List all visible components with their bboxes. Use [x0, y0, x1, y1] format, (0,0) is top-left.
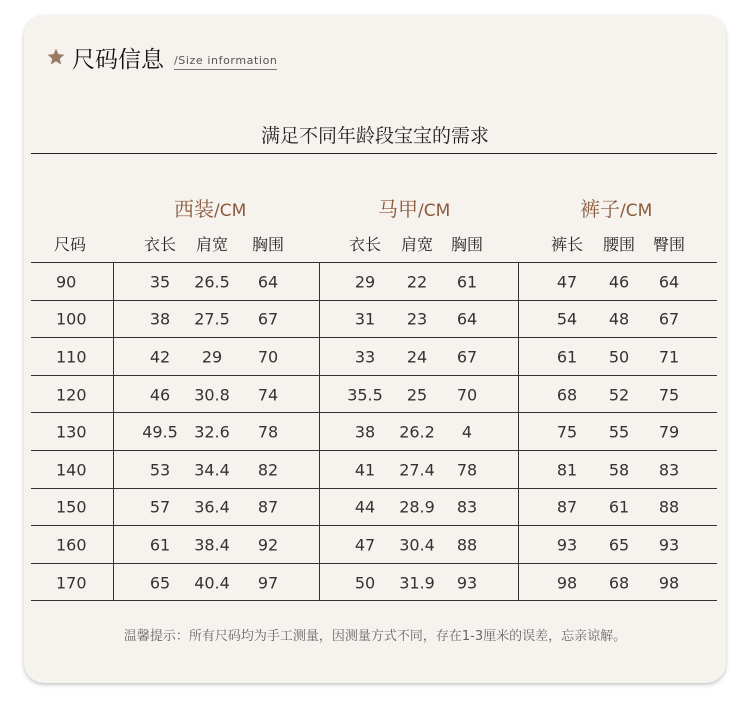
measurement-cell: 29 [201, 347, 223, 367]
measurement-cell: 64 [456, 309, 478, 329]
size-cell: 140 [56, 460, 87, 480]
group-title-1 [378, 193, 450, 222]
size-cell: 110 [56, 347, 87, 367]
measurement-cell: 26.2 [399, 422, 435, 442]
measurement-cell: 22 [406, 272, 428, 292]
group-name: 西装 [174, 197, 214, 221]
column-header: 臀围 [652, 235, 686, 254]
measurement-cell: 36.4 [194, 497, 230, 517]
row-divider [31, 563, 717, 564]
column-divider [319, 262, 320, 600]
column-divider [518, 262, 519, 600]
measurement-cell: 75 [658, 385, 680, 405]
measurement-cell: 65 [149, 573, 171, 593]
measurement-cell: 67 [456, 347, 478, 367]
measurement-cell: 31 [354, 309, 376, 329]
measurement-cell: 78 [456, 460, 478, 480]
measurement-cell: 47 [556, 272, 578, 292]
size-info-card [24, 15, 726, 683]
measurement-cell: 64 [658, 272, 680, 292]
measurement-cell: 4 [461, 422, 473, 442]
measurement-cell: 27.4 [399, 460, 435, 480]
column-divider [113, 262, 114, 600]
measurement-cell: 50 [608, 347, 630, 367]
measurement-cell: 65 [608, 535, 630, 555]
measurement-cell: 70 [456, 385, 478, 405]
measurement-cell: 67 [658, 309, 680, 329]
measurement-cell: 31.9 [399, 573, 435, 593]
measurement-cell: 34.4 [194, 460, 230, 480]
column-header: 裤长 [550, 235, 584, 254]
measurement-cell: 47 [354, 535, 376, 555]
measurement-cell: 61 [456, 272, 478, 292]
measurement-cell: 23 [406, 309, 428, 329]
row-divider [31, 525, 717, 526]
measurement-cell: 93 [556, 535, 578, 555]
measurement-cell: 40.4 [194, 573, 230, 593]
measurement-cell: 75 [556, 422, 578, 442]
row-divider [31, 488, 717, 489]
measurement-cell: 27.5 [194, 309, 230, 329]
column-header: 衣长 [348, 235, 382, 254]
measurement-cell: 38 [149, 309, 171, 329]
measurement-cell: 98 [556, 573, 578, 593]
group-name: 马甲 [378, 197, 418, 221]
column-header: 肩宽 [195, 235, 229, 254]
size-cell: 170 [56, 573, 87, 593]
size-cell: 90 [56, 272, 77, 292]
measurement-cell: 61 [149, 535, 171, 555]
measurement-cell: 35.5 [347, 385, 383, 405]
measurement-cell: 29 [354, 272, 376, 292]
section-subtitle-en: /Size information [174, 54, 277, 70]
measurement-cell: 32.6 [194, 422, 230, 442]
measurement-cell: 50 [354, 573, 376, 593]
size-cell: 150 [56, 497, 87, 517]
measurement-cell: 68 [608, 573, 630, 593]
measurement-cell: 83 [658, 460, 680, 480]
measurement-cell: 64 [257, 272, 279, 292]
column-header: 胸围 [251, 235, 285, 254]
star-icon [46, 47, 66, 67]
measurement-cell: 88 [658, 497, 680, 517]
measurement-cell: 35 [149, 272, 171, 292]
measurement-cell: 68 [556, 385, 578, 405]
group-unit: /CM [620, 201, 653, 221]
group-title-0 [174, 193, 246, 222]
measurement-cell: 49.5 [142, 422, 178, 442]
row-divider [31, 375, 717, 376]
measurement-cell: 83 [456, 497, 478, 517]
measurement-cell: 74 [257, 385, 279, 405]
row-divider [31, 262, 717, 263]
row-divider [31, 300, 717, 301]
measurement-cell: 57 [149, 497, 171, 517]
measurement-cell: 92 [257, 535, 279, 555]
measurement-cell: 67 [257, 309, 279, 329]
group-unit: /CM [214, 201, 247, 221]
measurement-cell: 93 [658, 535, 680, 555]
measurement-cell: 58 [608, 460, 630, 480]
measurement-cell: 44 [354, 497, 376, 517]
column-header: 腰围 [602, 235, 636, 254]
measurement-cell: 55 [608, 422, 630, 442]
measurement-cell: 42 [149, 347, 171, 367]
size-cell: 100 [56, 309, 87, 329]
measurement-cell: 71 [658, 347, 680, 367]
size-cell: 120 [56, 385, 87, 405]
measurement-cell: 46 [608, 272, 630, 292]
measurement-cell: 97 [257, 573, 279, 593]
row-divider [31, 450, 717, 451]
measurement-cell: 98 [658, 573, 680, 593]
measurement-cell: 70 [257, 347, 279, 367]
measurement-cell: 81 [556, 460, 578, 480]
measurement-cell: 61 [608, 497, 630, 517]
table-caption: 满足不同年龄段宝宝的需求 [260, 125, 489, 147]
measurement-cell: 87 [257, 497, 279, 517]
size-column-header: 尺码 [54, 235, 87, 254]
measurement-cell: 28.9 [399, 497, 435, 517]
row-divider [31, 337, 717, 338]
section-header [46, 37, 277, 77]
measurement-cell: 38 [354, 422, 376, 442]
measurement-cell: 54 [556, 309, 578, 329]
measurement-cell: 87 [556, 497, 578, 517]
measurement-cell: 24 [406, 347, 428, 367]
caption-divider [31, 153, 717, 154]
measurement-cell: 48 [608, 309, 630, 329]
size-cell: 130 [56, 422, 87, 442]
measurement-cell: 53 [149, 460, 171, 480]
measurement-cell: 93 [456, 573, 478, 593]
size-cell: 160 [56, 535, 87, 555]
measurement-cell: 78 [257, 422, 279, 442]
measurement-cell: 25 [406, 385, 428, 405]
group-unit: /CM [418, 201, 451, 221]
measurement-cell: 79 [658, 422, 680, 442]
measurement-cell: 82 [257, 460, 279, 480]
measurement-cell: 30.8 [194, 385, 230, 405]
row-divider [31, 600, 717, 601]
measurement-cell: 26.5 [194, 272, 230, 292]
measurement-cell: 52 [608, 385, 630, 405]
measurement-cell: 38.4 [194, 535, 230, 555]
measurement-cell: 46 [149, 385, 171, 405]
column-header: 肩宽 [400, 235, 434, 254]
column-header: 衣长 [143, 235, 177, 254]
group-name: 裤子 [580, 197, 620, 221]
measurement-note: 温馨提示：所有尺码均为手工测量，因测量方式不同，存在1-3厘米的误差，忘亲谅解。 [123, 629, 627, 644]
measurement-cell: 88 [456, 535, 478, 555]
measurement-cell: 41 [354, 460, 376, 480]
measurement-cell: 30.4 [399, 535, 435, 555]
column-header: 胸围 [450, 235, 484, 254]
measurement-cell: 33 [354, 347, 376, 367]
measurement-cell: 61 [556, 347, 578, 367]
row-divider [31, 412, 717, 413]
group-title-2 [580, 193, 652, 222]
section-title: 尺码信息 [72, 46, 164, 73]
